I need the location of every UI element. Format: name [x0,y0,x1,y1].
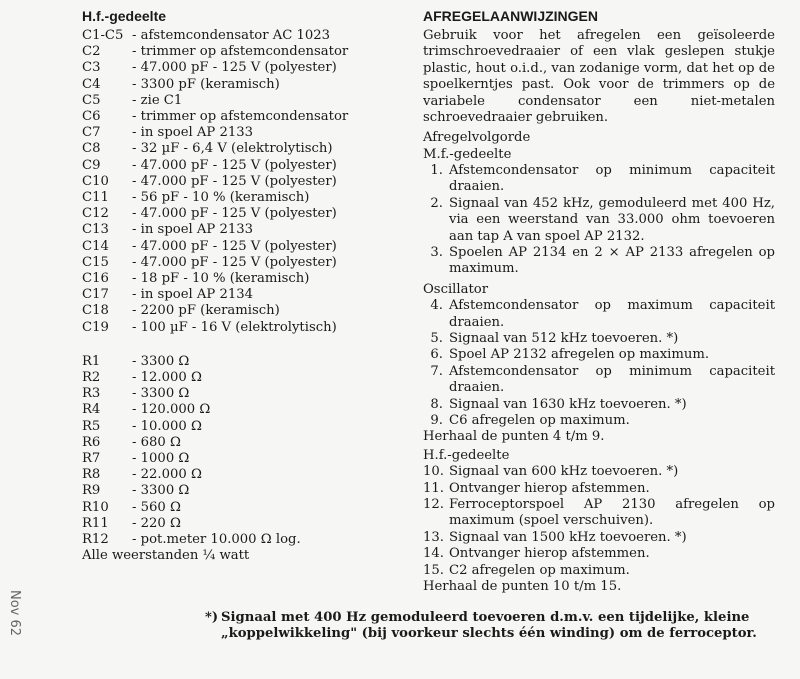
resistor-row [82,532,402,548]
component-symbol: R4 [82,402,101,418]
component-symbol: C5 [82,92,101,108]
capacitor-row [82,60,402,76]
component-symbol: C9 [82,157,101,173]
resistor-row [82,467,402,483]
step-item [423,298,775,331]
component-description: - 47.000 pF - 125 V (polyester) [132,206,337,222]
step-text: Afstemcondensator op minimum capaciteit draaien. [449,163,775,195]
step-text: Afstemcondensator op maximum capaciteit draaien. [449,298,775,330]
capacitor-row [82,77,402,93]
component-description: - zie C1 [132,92,183,108]
component-description: - trimmer op afstemcondensator [132,109,349,125]
oscillator-step-list [423,298,775,429]
component-symbol: C12 [82,206,109,222]
step-item [423,163,775,196]
step-item [423,196,775,245]
component-symbol: R3 [82,386,101,402]
step-item [423,481,775,497]
step-text: Signaal van 1630 kHz toevoeren. *) [449,396,687,412]
component-description: - afstemcondensator AC 1023 [132,28,331,43]
step-number: 8. [430,396,443,412]
alignment-heading: AFREGELAANWIJZINGEN [423,8,598,24]
component-symbol: R1 [82,353,101,369]
step-item [423,546,775,562]
component-symbol: C19 [82,319,109,335]
footnote [205,610,775,643]
step-number: 4. [430,298,443,314]
component-description: - 18 pF - 10 % (keramisch) [132,271,310,287]
component-description: - 10.000 Ω [132,418,202,434]
resistor-list [82,354,402,548]
capacitor-row [82,287,402,303]
component-symbol: R12 [82,532,109,548]
component-symbol: C13 [82,222,109,238]
resistor-note: Alle weerstanden ¼ watt [82,548,250,564]
hf-repeat-note: Herhaal de punten 10 t/m 15. [423,579,622,594]
step-item [423,347,775,363]
mf-step-list [423,163,775,278]
component-description: - pot.meter 10.000 Ω log. [132,532,301,548]
step-number: 10. [423,464,444,480]
hf-step-list [423,464,775,579]
component-symbol: C2 [82,44,101,60]
component-symbol: C7 [82,125,101,141]
component-symbol: C1-C5 [82,28,124,43]
component-symbol: C17 [82,287,109,303]
component-description: - 47.000 pF - 125 V (polyester) [132,254,337,270]
capacitor-row [82,141,402,157]
step-item [423,413,775,429]
step-item [423,530,775,546]
component-symbol: C3 [82,60,101,76]
step-number: 7. [430,363,443,379]
capacitor-row [82,320,402,336]
component-description: - 100 µF - 16 V (elektrolytisch) [132,319,337,335]
component-description: - 32 µF - 6,4 V (elektrolytisch) [132,141,333,157]
capacitor-row [82,28,402,44]
step-number: 15. [423,562,444,578]
component-symbol: R7 [82,451,101,467]
component-symbol: C15 [82,254,109,270]
resistor-row [82,419,402,435]
component-symbol: C4 [82,76,101,92]
oscillator-repeat-note: Herhaal de punten 4 t/m 9. [423,429,605,445]
component-description: - 22.000 Ω [132,467,202,483]
component-list-column [82,8,402,565]
component-symbol: R11 [82,515,109,531]
component-symbol: R9 [82,483,101,499]
component-description: - 3300 pF (keramisch) [132,76,280,92]
capacitor-row [82,271,402,287]
component-symbol: C11 [82,190,109,206]
step-text: Ferroceptorspoel AP 2130 afregelen op maximum (spoel verschuiven). [449,496,775,529]
component-description: - in spoel AP 2134 [132,287,254,303]
step-number: 6. [430,347,443,363]
resistor-row [82,370,402,386]
component-description: - 47.000 pF - 125 V (polyester) [132,173,337,189]
step-text: Signaal van 1500 kHz toevoeren. *) [449,529,687,545]
step-text: Ontvanger hierop afstemmen. [449,480,650,496]
step-item [423,331,775,347]
resistor-row [82,354,402,370]
resistor-row [82,435,402,451]
component-description: - 1000 Ω [132,451,190,467]
hf-section-heading: H.f.-gedeelte [82,8,167,24]
capacitor-row [82,239,402,255]
component-description: - 47.000 pF - 125 V (polyester) [132,238,337,254]
step-text: Signaal van 600 kHz toevoeren. *) [449,464,679,480]
capacitor-row [82,303,402,319]
step-number: 1. [430,163,443,179]
component-description: - trimmer op afstemcondensator [132,44,349,60]
sequence-title: Afregelvolgorde [423,130,531,146]
component-symbol: R2 [82,370,101,386]
capacitor-list [82,28,402,336]
step-text: Spoelen AP 2134 en 2 × AP 2133 afregelen op maximum. [449,245,775,277]
oscillator-section-title: Oscillator [423,281,489,297]
component-symbol: R8 [82,467,101,483]
component-symbol: C8 [82,141,101,157]
hf-instructions-title: H.f.-gedeelte [423,447,510,463]
step-text: Spoel AP 2132 afregelen op maximum. [449,347,710,363]
capacitor-row [82,222,402,238]
capacitor-row [82,255,402,271]
component-description: - 680 Ω [132,434,181,450]
footnote-marker: *) [205,610,219,625]
component-symbol: C6 [82,109,101,125]
resistor-row [82,483,402,499]
resistor-row [82,402,402,418]
component-description: - 3300 Ω [132,353,190,369]
handwritten-margin-note: Nov 62 [7,590,22,637]
component-symbol: C14 [82,238,109,254]
component-symbol: R6 [82,434,101,450]
step-item [423,397,775,413]
component-description: - 2200 pF (keramisch) [132,303,280,319]
step-item [423,563,775,579]
component-description: - 3300 Ω [132,483,190,499]
component-description: - in spoel AP 2133 [132,222,254,238]
resistor-row [82,500,402,516]
step-text: C6 afregelen op maximum. [449,412,630,428]
step-item [423,364,775,397]
capacitor-row [82,174,402,190]
resistor-row [82,386,402,402]
mf-section-title: M.f.-gedeelte [423,146,512,162]
step-text: C2 afregelen op maximum. [449,562,630,578]
step-number: 14. [423,546,444,562]
capacitor-row [82,44,402,60]
component-symbol: R10 [82,499,109,515]
component-description: - 220 Ω [132,515,181,531]
resistor-row [82,451,402,467]
capacitor-row [82,158,402,174]
step-number: 5. [430,330,443,346]
footnote-text: Signaal met 400 Hz gemoduleerd toevoeren d.m.v. een tijdelijke, kleine „koppelwikkeling" (bij voorkeur slechts één winding) om de ferroceptor. [221,610,757,642]
component-symbol: C10 [82,173,109,189]
component-description: - 47.000 pF - 125 V (polyester) [132,60,337,76]
step-number: 9. [430,412,443,428]
step-number: 2. [430,195,443,211]
capacitor-row [82,206,402,222]
step-text: Signaal van 512 kHz toevoeren. *) [449,330,679,346]
component-symbol: R5 [82,418,101,434]
step-item [423,497,775,530]
component-description: - 560 Ω [132,499,181,515]
capacitor-row [82,93,402,109]
step-number: 11. [423,480,444,496]
component-symbol: C18 [82,303,109,319]
step-item [423,245,775,278]
component-description: - 3300 Ω [132,386,190,402]
component-description: - 120.000 Ω [132,402,211,418]
component-symbol: C16 [82,271,109,287]
component-description: - 56 pF - 10 % (keramisch) [132,190,310,206]
step-number: 3. [430,245,443,261]
intro-paragraph: Gebruik voor het afregelen een geïsoleerde trimschroevedraaier of een vlak geslepen stukje plastic, hout o.i.d., van zodanige vorm, dat het op de spoelkerntjes past. Ook voor de trimmers op de variabele condensator een niet-metalen schroevedraaier gebruiken. [423,28,775,126]
component-description: - in spoel AP 2133 [132,125,254,141]
resistor-row [82,516,402,532]
step-number: 12. [423,496,444,512]
capacitor-row [82,190,402,206]
component-description: - 47.000 pF - 125 V (polyester) [132,157,337,173]
capacitor-row [82,125,402,141]
step-text: Ontvanger hierop afstemmen. [449,546,650,562]
alignment-instructions-column [423,8,775,595]
step-number: 13. [423,529,444,545]
step-text: Afstemcondensator op minimum capaciteit draaien. [449,363,775,396]
capacitor-row [82,109,402,125]
step-text: Signaal van 452 kHz, gemoduleerd met 400 Hz, via een weerstand van 33.000 ohm toevoeren aan tap A van spoel AP 2132. [449,195,775,244]
component-description: - 12.000 Ω [132,370,202,386]
step-item [423,464,775,480]
spacer [82,336,402,354]
